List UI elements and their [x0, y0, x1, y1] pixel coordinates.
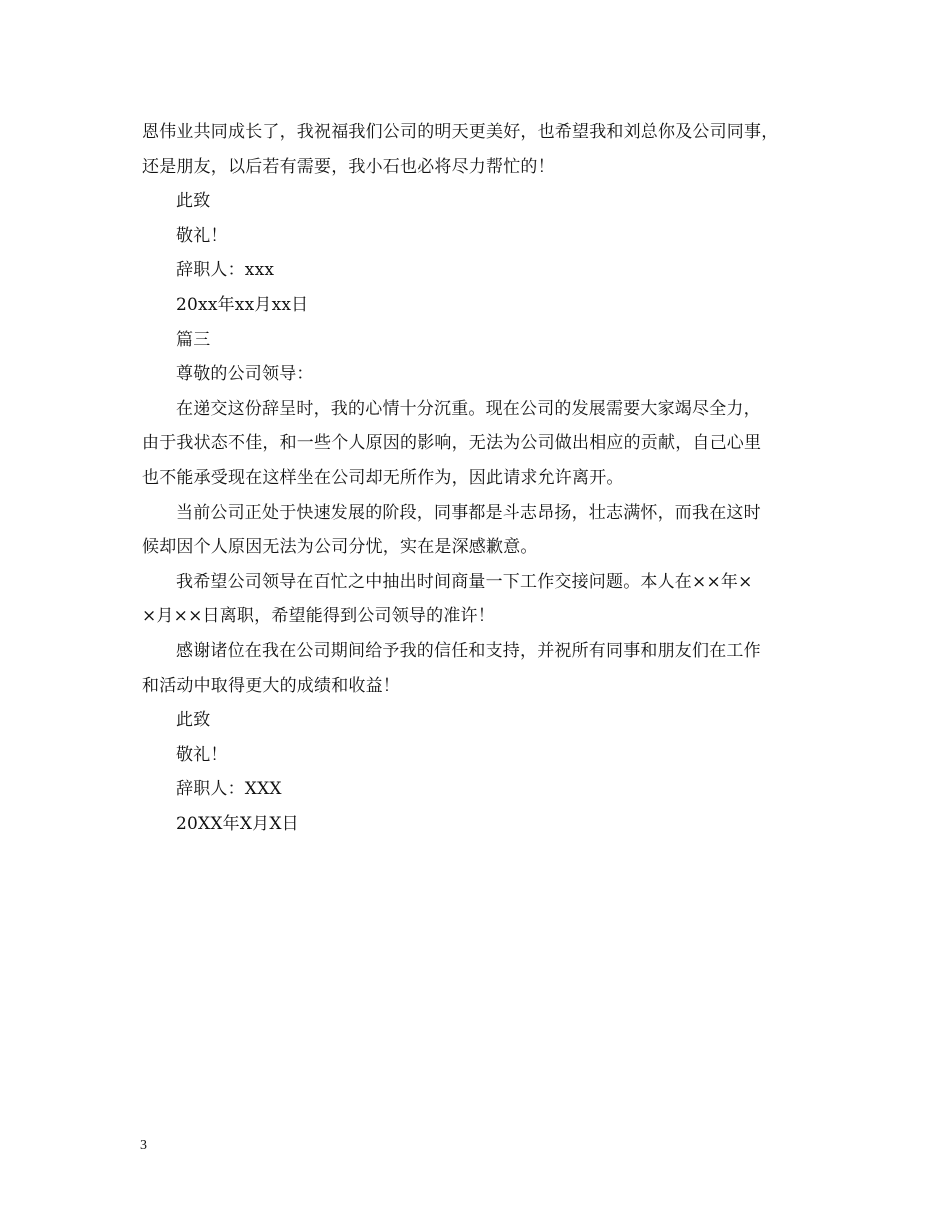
text-line: 还是朋友，以后若有需要，我小石也必将尽力帮忙的！	[142, 156, 555, 177]
text-line: ×月××日离职，希望能得到公司领导的准许！	[142, 606, 495, 627]
closing-regards: 敬礼！	[176, 225, 228, 246]
text-line: 恩伟业共同成长了，我祝福我们公司的明天更美好，也希望我和刘总你及公司同事，	[142, 122, 779, 142]
section-heading: 篇三	[176, 329, 211, 350]
signature-line: 辞职人：xxx	[176, 260, 275, 281]
text-line: 当前公司正处于快速发展的阶段，同事都是斗志昂扬，壮志满怀，而我在这时	[176, 502, 761, 523]
signature-line: 辞职人：XXX	[176, 779, 282, 800]
closing-salutation: 此致	[176, 710, 211, 731]
text-line: 在递交这份辞呈时，我的心情十分沉重。现在公司的发展需要大家竭尽全力，	[176, 398, 761, 419]
closing-regards: 敬礼！	[176, 744, 228, 765]
text-line: 感谢诸位在我在公司期间给予我的信任和支持，并祝所有同事和朋友们在工作	[176, 640, 761, 661]
text-line: 和活动中取得更大的成绩和收益！	[142, 675, 400, 696]
greeting-line: 尊敬的公司领导：	[176, 364, 314, 385]
date-line: 20XX年X月X日	[176, 813, 299, 834]
closing-salutation: 此致	[176, 191, 211, 212]
text-line: 我希望公司领导在百忙之中抽出时间商量一下工作交接问题。本人在××年×	[176, 571, 753, 592]
text-line: 也不能承受现在这样坐在公司却无所作为，因此请求允许离开。	[142, 467, 624, 488]
date-line: 20xx年xx月xx日	[176, 294, 309, 315]
text-line: 候却因个人原因无法为公司分忧，实在是深感歉意。	[142, 537, 538, 558]
page-number: 3	[140, 1138, 147, 1153]
document-body	[142, 115, 830, 841]
text-line: 由于我状态不佳，和一些个人原因的影响，无法为公司做出相应的贡献，自己心里	[142, 433, 762, 454]
